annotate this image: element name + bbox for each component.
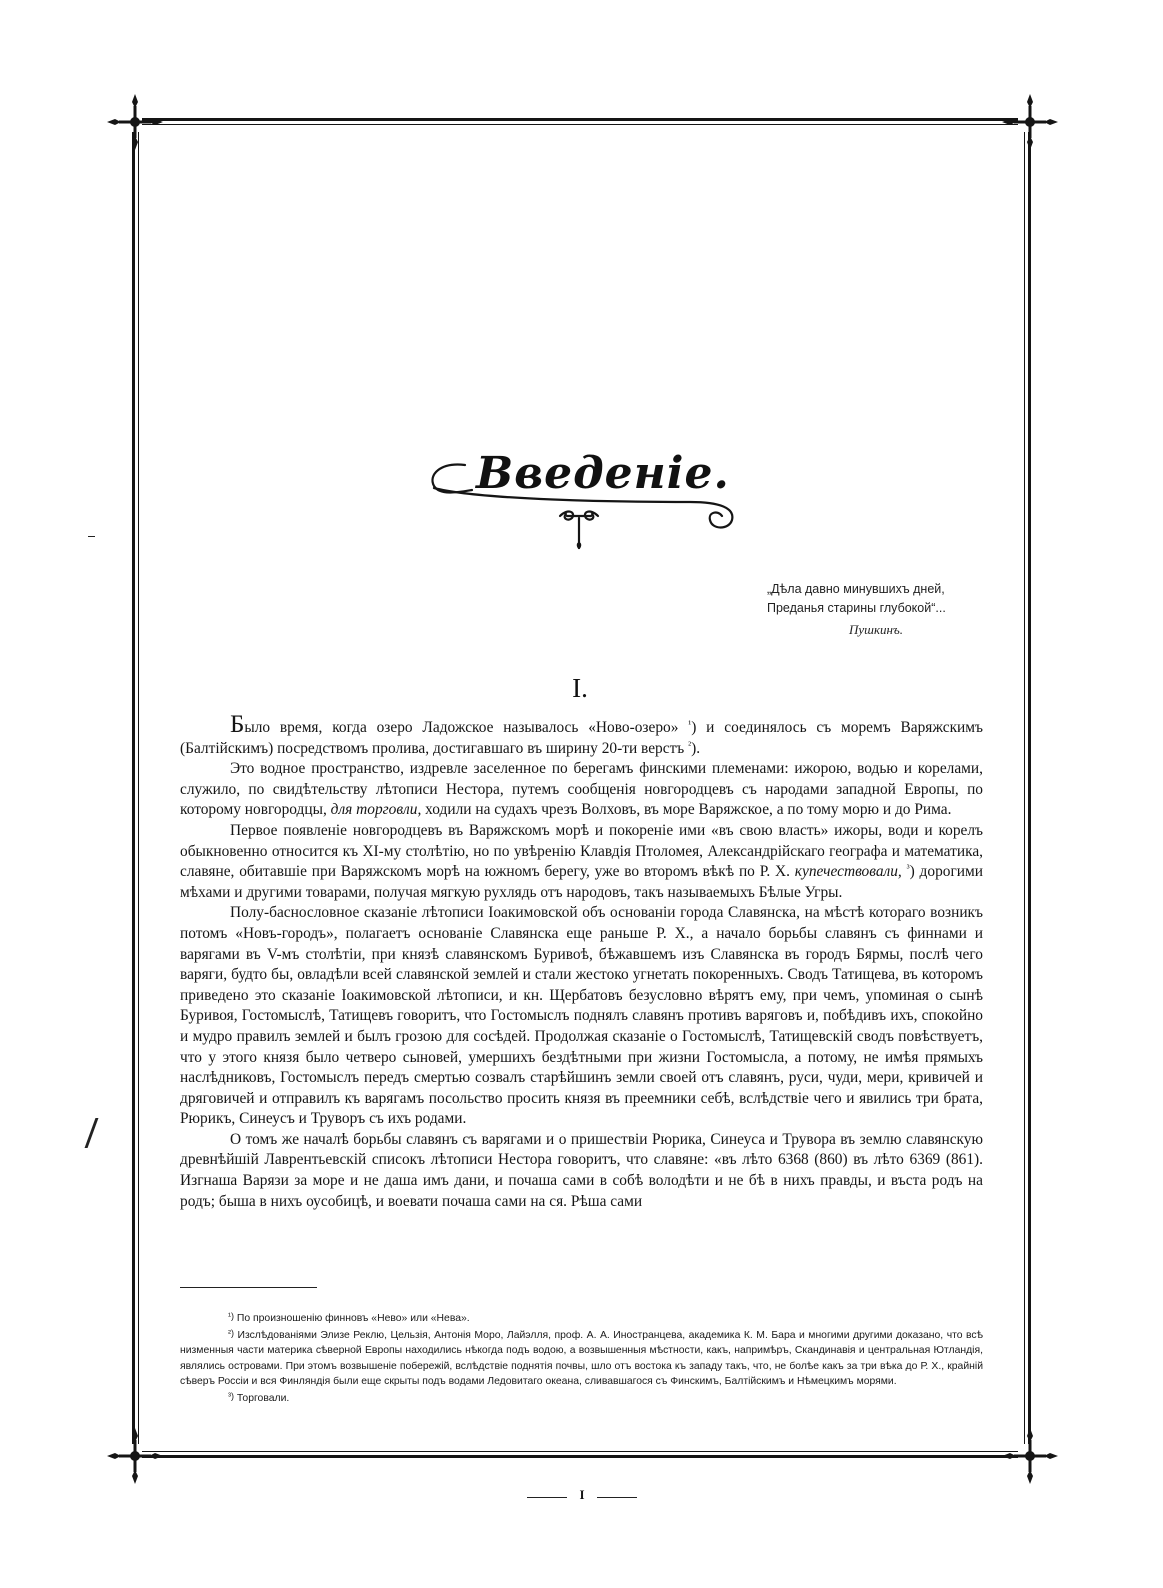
frame-right-inner-line bbox=[1024, 132, 1025, 1444]
footnotes bbox=[180, 1309, 983, 1406]
footnote-divider bbox=[180, 1287, 317, 1288]
paragraph-text: ) дорогими мѣхами и другими товарами, получая мягкую рухлядь отъ народовъ, такъ называемыхъ Бѣлые Угры. bbox=[180, 863, 983, 901]
paragraph-text: ыло время, когда озеро Ладожское называлось «Ново-озеро» bbox=[244, 719, 689, 736]
emphasis: для торговли, bbox=[330, 801, 422, 819]
corner-ornament-icon bbox=[105, 92, 165, 152]
footnote-ref[interactable]: ³ bbox=[906, 863, 910, 875]
page-number bbox=[527, 1489, 637, 1503]
corner-ornament-icon bbox=[1000, 1426, 1060, 1486]
page-number-value: I bbox=[579, 1487, 585, 1502]
scan-speck bbox=[85, 1118, 99, 1148]
paragraph-text: Это водное пространство, издревле заселенное по берегамъ финскими племенами: ижорою, водью и корелами, служило, по свидѣтельству лѣтописи Нестора, путемъ сообщенія новгородцевъ съ народами западной Европы, по которому новгородцы, bbox=[180, 760, 983, 819]
page-number-dash bbox=[597, 1497, 637, 1498]
body-text bbox=[180, 711, 983, 1212]
footnote-mark: ³) bbox=[228, 1391, 234, 1402]
frame-right-line bbox=[1028, 132, 1031, 1444]
paragraph bbox=[180, 821, 983, 903]
paragraph bbox=[180, 711, 983, 759]
paragraph-text: ). bbox=[691, 739, 701, 757]
footnote bbox=[180, 1326, 983, 1389]
footnote bbox=[180, 1309, 983, 1326]
footnote-text: По произношенію финновъ «Нево» или «Нева». bbox=[234, 1313, 470, 1324]
frame-top-line bbox=[142, 118, 1018, 121]
scan-speck bbox=[88, 536, 95, 537]
frame-left-inner-line bbox=[138, 132, 139, 1444]
paragraph: О томъ же началѣ борьбы славянъ съ варягами и о пришествіи Рюрика, Синеуса и Трувора въ землю славянскую древнѣйшій Лаврентьевскій списокъ лѣтописи Нестора говоритъ, что славяне: «въ лѣто 6368 (860) въ лѣто 6369 (861). Изгнаша Варязи за море и не даша имъ дани, и почаша сами в собѣ володѣти и не бѣ в нихъ правды, и въста родъ на родъ; быша в нихъ оусобицѣ, и воевати почаша сами на ся. Рѣша сами bbox=[180, 1130, 983, 1210]
paragraph bbox=[180, 759, 983, 821]
corner-ornament-icon bbox=[105, 1426, 165, 1486]
paragraph-text: ) и соединялось съ моремъ Варяжскимъ (Балтійскимъ) посредствомъ пролива, достигавшаго въ ширину 20-ти верстъ bbox=[180, 719, 983, 757]
corner-ornament-icon bbox=[1000, 92, 1060, 152]
frame-top-inner-line bbox=[142, 124, 1018, 125]
emphasis: купечествовали, bbox=[794, 863, 902, 881]
footnote-ref[interactable]: ² bbox=[688, 739, 692, 751]
paragraph-text: ходили на судахъ чрезъ Волховъ, въ море Варяжское, а по тому морю и до Рима. bbox=[421, 801, 952, 819]
chapter-numeral: I. bbox=[572, 673, 588, 703]
footnote bbox=[180, 1389, 983, 1406]
footnote-mark: ²) bbox=[228, 1328, 234, 1339]
drop-cap: Б bbox=[230, 711, 245, 738]
frame-left-line bbox=[132, 132, 135, 1444]
footnote-ref[interactable]: ¹ bbox=[688, 719, 692, 730]
epigraph-line: Преданья старины глубокой“... bbox=[767, 601, 946, 615]
footnote-text: Торговали. bbox=[234, 1393, 290, 1405]
epigraph-author: Пушкинъ. bbox=[849, 622, 903, 637]
epigraph bbox=[767, 580, 987, 639]
footnote-text: Изслѣдованіями Элизе Реклю, Цельзія, Антонія Моро, Лайэлля, проф. А. А. Иностранцева, академика К. М. Бара и многими другими доказано, что всѣ низменныя части материка сѣверной Европы находились нѣкогда подъ водою, а возвышенныя мѣстности, какъ, напримѣръ, Скандинавія и центральная Ютландія, являлись островами. При этомъ возвышеніе побережій, вслѣдствіе поднятія почвы, шло отъ востока къ западу такъ, что, не болѣе какъ за три вѣка до Р. Х., крайній сѣверъ Россіи и вся Финляндія были еще скрыты подъ водами Ледовитаго океана, сливавшагося съ Финскимъ, Балтійскимъ и Нѣмецкимъ морями. bbox=[180, 1330, 983, 1387]
paragraph-text: Первое появленіе новгородцевъ въ Варяжскомъ морѣ и покореніе ими «въ свою власть» ижоры, води и корелъ обыкновенно относится къ XI-му столѣтію, но по увѣренію Клавдія Птоломея, Александрійскаго географа и математика, славяне, обитавшіе при Варяжскомъ морѣ на южномъ берегу, уже во второмъ вѣкѣ по Р. Х. bbox=[180, 821, 983, 881]
footnote-mark: ¹) bbox=[228, 1311, 234, 1321]
frame-bottom-inner-line bbox=[142, 1451, 1018, 1452]
frame-bottom-line bbox=[142, 1455, 1018, 1458]
paragraph: Полу-баснословное сказаніе лѣтописи Іоакимовской объ основаніи города Славянска, на мѣстѣ котораго возникъ потомъ «Новъ-городъ», полагаетъ основаніе Славянска еще раньше Р. Х., а начало борьбы славянъ съ финнами и варягами въ V-мъ столѣтіи, при князѣ славянскомъ Буривоѣ, бѣжавшемъ изъ Славянска въ городъ Бярмы, послѣ чего варяги, будто бы, овладѣли всей славянской землей и стали жестоко угнетать покоренныхъ. Сводъ Татищева, въ которомъ приведено это сказаніе Іоакимовской лѣтописи, и кн. Щербатовъ безусловно вѣрятъ ему, при чемъ, упоминая о сынѣ Буривоя, Гостомыслѣ, Татищевъ говоритъ, что Гостомыслъ поднялъ славянъ противъ варяговъ и, побѣдивъ ихъ, спокойно и мудро правилъ землей и былъ грозою для сосѣдей. Продолжая сказаніе о Гостомыслѣ, Татищевскій сводъ повѣствуетъ, что у этого князя было четверо сыновей, умершихъ бездѣтными при жизни Гостомысла, а потому, не имѣя прямыхъ наслѣдниковъ, Гостомыслъ передъ смертью созвалъ старѣйшинъ земли своей отъ славянъ, руси, чуди, мери, кривичей и дряговичей и отправилъ къ варягамъ посольство просить князя въ преемники себѣ, вслѣдствіе чего и явились три брата, Рюрикъ, Синеусъ и Труворъ съ ихъ родами. bbox=[180, 904, 983, 1128]
title-cartouche bbox=[420, 430, 750, 560]
epigraph-line: „Дѣла давно минувшихъ дней, bbox=[767, 582, 945, 596]
page-title: Введеніе. bbox=[476, 448, 730, 499]
